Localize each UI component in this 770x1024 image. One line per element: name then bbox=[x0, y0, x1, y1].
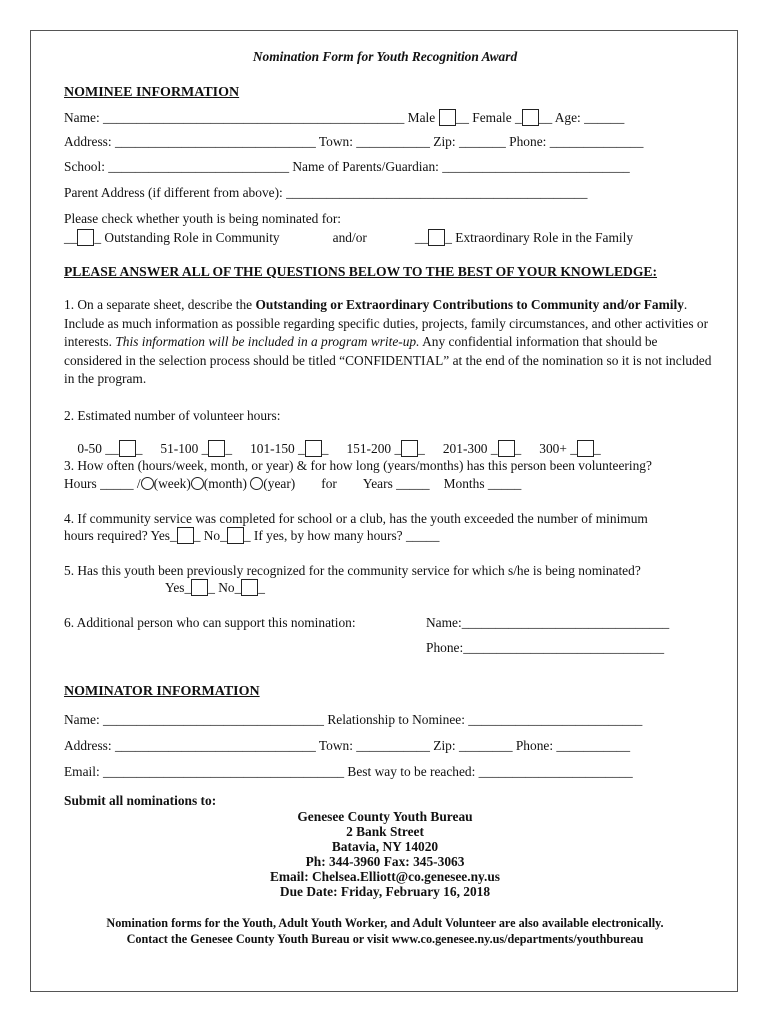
nominee-school-row[interactable]: School: ___________________________ Name of Parents/Guardian: ____________________________ bbox=[64, 159, 630, 174]
form-page bbox=[30, 30, 738, 992]
nominator-heading: NOMINATOR INFORMATION bbox=[64, 684, 260, 699]
question-4-row: hours required? Yes_ _ No_ _ If yes, by how many hours? _____ bbox=[64, 528, 440, 543]
q4-yes-checkbox[interactable] bbox=[177, 527, 194, 544]
hours-201-300-checkbox[interactable] bbox=[498, 440, 515, 457]
nominator-name-row[interactable]: Name: _________________________________ Relationship to Nominee: __________________________ bbox=[64, 712, 643, 727]
question-5-row: Yes_ _ No_ _ bbox=[165, 580, 265, 595]
questions-heading: PLEASE ANSWER ALL OF THE QUESTIONS BELOW TO THE BEST OF YOUR KNOWLEDGE: bbox=[64, 264, 658, 279]
hours-field[interactable]: Hours _____ / bbox=[64, 476, 141, 491]
nominator-email-row[interactable]: Email: ____________________________________ Best way to be reached: _______________________ bbox=[64, 764, 633, 779]
question-4-prompt: 4. If community service was completed for school or a club, has the youth exceeded the number of minimum bbox=[64, 511, 648, 526]
nominee-heading: NOMINEE INFORMATION bbox=[64, 85, 240, 100]
year-radio[interactable] bbox=[250, 477, 263, 490]
question-5-prompt: 5. Has this youth been previously recognized for the community service for which s/he is being nominated? bbox=[64, 563, 641, 578]
due-date: Due Date: Friday, February 16, 2018 bbox=[279, 884, 491, 899]
family-role-checkbox[interactable] bbox=[428, 229, 445, 246]
question-2-options: 0-50 __ _ 51-100 _ _ 101-150 _ _ 151-200 _ _ 201-300 _ _ 300+ _ _ bbox=[77, 441, 601, 456]
parent-address-row[interactable]: Parent Address (if different from above): _____________________________________________ bbox=[64, 185, 588, 200]
hours-151-200-checkbox[interactable] bbox=[401, 440, 418, 457]
months-field[interactable]: Months _____ bbox=[443, 476, 522, 491]
hours-101-150-checkbox[interactable] bbox=[305, 440, 322, 457]
submit-city: Batavia, NY 14020 bbox=[331, 839, 439, 854]
submit-street: 2 Bank Street bbox=[346, 824, 424, 839]
hours-0-50-checkbox[interactable] bbox=[119, 440, 136, 457]
nomination-type-prompt: Please check whether youth is being nominated for: bbox=[64, 211, 342, 226]
community-role-checkbox[interactable] bbox=[77, 229, 94, 246]
submit-org: Genesee County Youth Bureau bbox=[297, 809, 473, 824]
q5-no-checkbox[interactable] bbox=[241, 579, 258, 596]
question-3-row: Hours _____ / (week) (month) (year) for Years _____ Months _____ bbox=[64, 476, 522, 491]
extra-hours-field[interactable]: _ If yes, by how many hours? _____ bbox=[243, 528, 440, 543]
nominee-name-row bbox=[64, 109, 624, 126]
nominator-address-row[interactable]: Address: ______________________________ Town: ___________ Zip: ________ Phone: ___________ bbox=[64, 738, 631, 753]
week-radio[interactable] bbox=[141, 477, 154, 490]
years-field[interactable]: Years _____ bbox=[362, 476, 430, 491]
nominee-address-row[interactable]: Address: ______________________________ Town: ___________ Zip: _______ Phone: ______________ bbox=[64, 134, 644, 149]
q4-no-checkbox[interactable] bbox=[227, 527, 244, 544]
question-1: 1. On a separate sheet, describe the Outstanding or Extraordinary Contributions to Community and/or Family. Include as much information as possible regarding specific duties, projects, family circumstances, and other activities or interests. This information will be included in a program write-up. Any confidential information that should be considered in the selection process should be titled “CONFIDENTIAL” at the end of the nomination so it is not included in the program. bbox=[64, 297, 712, 386]
support-phone-field[interactable]: Phone:______________________________ bbox=[426, 640, 665, 655]
q5-yes-checkbox[interactable] bbox=[191, 579, 208, 596]
question-2-prompt: 2. Estimated number of volunteer hours: bbox=[64, 408, 281, 423]
submit-email[interactable]: Email: Chelsea.Elliott@co.genesee.ny.us bbox=[269, 869, 501, 884]
hours-51-100-checkbox[interactable] bbox=[208, 440, 225, 457]
support-name-field[interactable]: Name:_______________________________ bbox=[426, 615, 670, 630]
family-role-label: _ Extraordinary Role in the Family bbox=[445, 230, 634, 245]
footer-line-1: Nomination forms for the Youth, Adult Youth Worker, and Adult Volunteer are also available electronically. bbox=[106, 916, 664, 930]
nomination-type-row: __ _ Outstanding Role in Community and/or __ _ Extraordinary Role in the Family bbox=[64, 230, 634, 245]
month-radio[interactable] bbox=[191, 477, 204, 490]
question-3-prompt: 3. How often (hours/week, month, or year) & for how long (years/months) has this person been volunteering? bbox=[64, 458, 652, 473]
footer-line-2[interactable]: Contact the Genesee County Youth Bureau or visit www.co.genesee.ny.us/departments/youthbureau bbox=[126, 932, 644, 946]
age-field[interactable]: __ Age: ______ bbox=[538, 110, 625, 125]
form-title: Nomination Form for Youth Recognition Award bbox=[252, 49, 518, 64]
submit-label: Submit all nominations to: bbox=[64, 793, 217, 808]
name-field-label[interactable]: Name: _____________________________________________ Male bbox=[64, 110, 439, 125]
female-checkbox[interactable] bbox=[522, 109, 539, 126]
submit-phone: Ph: 344-3960 Fax: 345-3063 bbox=[305, 854, 465, 869]
female-label: __ Female _ bbox=[455, 110, 522, 125]
community-role-label: _ Outstanding Role in Community bbox=[94, 230, 280, 245]
and-or-label: and/or bbox=[332, 230, 367, 245]
male-checkbox[interactable] bbox=[439, 109, 456, 126]
hours-300-plus-checkbox[interactable] bbox=[577, 440, 594, 457]
question-6-prompt: 6. Additional person who can support this nomination: bbox=[64, 615, 356, 630]
